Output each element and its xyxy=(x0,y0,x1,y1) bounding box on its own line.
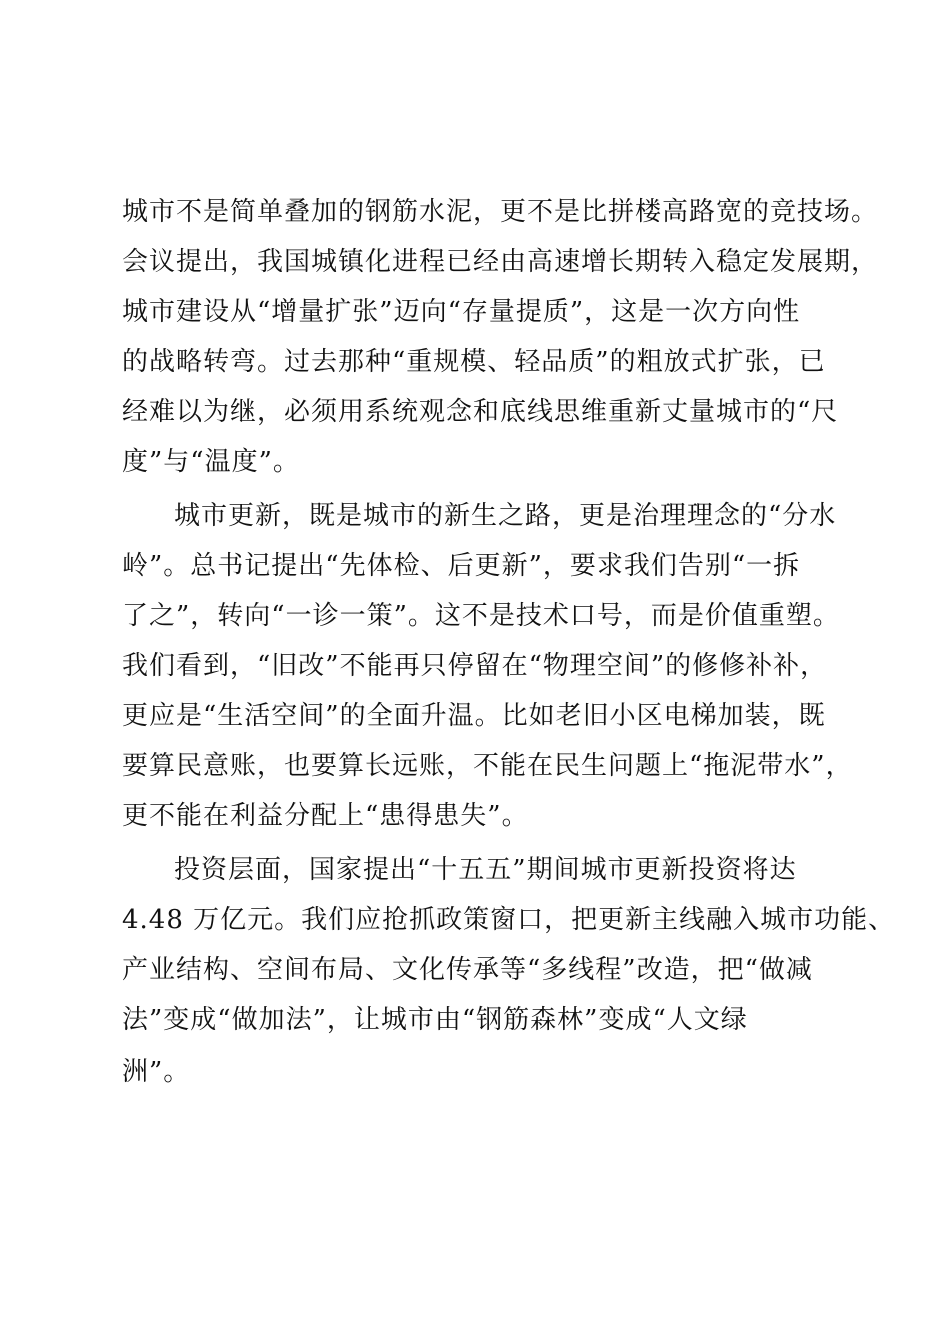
text-line: 经难以为继，必须用系统观念和底线思维重新丈量城市的“尺 xyxy=(122,397,839,427)
text-line: 岭”。总书记提出“先体检、后更新”，要求我们告别“一拆 xyxy=(122,551,801,581)
text-line: 了之”，转向“一诊一策”。这不是技术口号，而是价值重塑。 xyxy=(122,601,840,631)
text-line: 法”变成“做加法”，让城市由“钢筋森林”变成“人文绿 xyxy=(122,1005,748,1035)
text-line: 洲”。 xyxy=(122,1057,191,1087)
text-line: 要算民意账，也要算长远账，不能在民生问题上“拖泥带水”， xyxy=(122,751,853,781)
text-line: 的战略转弯。过去那种“重规模、轻品质”的粗放式扩张，已 xyxy=(122,347,826,377)
text-line: 会议提出，我国城镇化进程已经由高速增长期转入稳定发展期， xyxy=(122,247,879,277)
text-line: 城市不是简单叠加的钢筋水泥，更不是比拼楼高路宽的竞技场。 xyxy=(122,197,879,227)
text-line: 4.48 万亿元。我们应抢抓政策窗口，把更新主线融入城市功能、 xyxy=(122,905,896,935)
text-line: 投资层面，国家提出“十五五”期间城市更新投资将达 xyxy=(174,855,797,885)
text-line: 产业结构、空间布局、文化传承等“多线程”改造，把“做减 xyxy=(122,955,813,985)
text-line: 城市更新，既是城市的新生之路，更是治理理念的“分水 xyxy=(174,501,837,531)
text-line: 更不能在利益分配上“患得患失”。 xyxy=(122,801,529,831)
text-line: 更应是“生活空间”的全面升温。比如老旧小区电梯加装，既 xyxy=(122,701,826,731)
text-line: 我们看到，“旧改”不能再只停留在“物理空间”的修修补补， xyxy=(122,651,828,681)
text-line: 城市建设从“增量扩张”迈向“存量提质”，这是一次方向性 xyxy=(122,297,801,327)
text-line: 度”与“温度”。 xyxy=(122,447,300,477)
